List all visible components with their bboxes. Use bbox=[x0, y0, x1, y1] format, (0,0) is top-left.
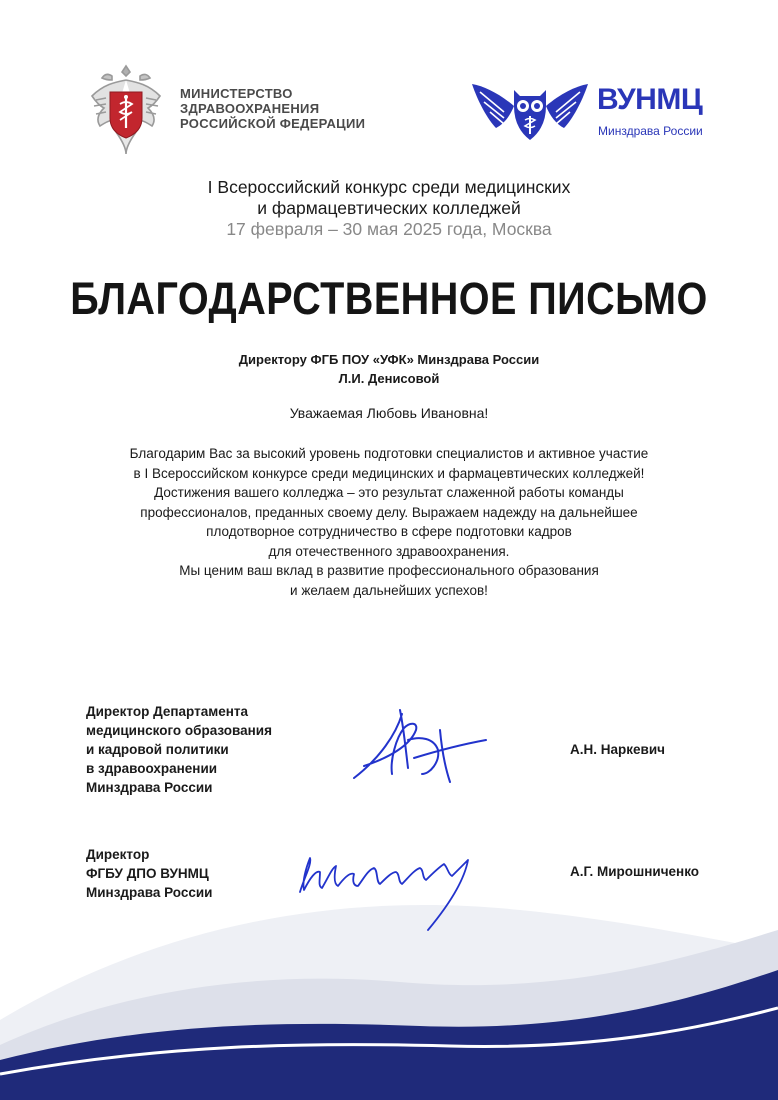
addressee-position: Директору ФГБ ПОУ «УФК» Минздрава России bbox=[238, 352, 540, 367]
event-title-line: и фармацевтических колледжей bbox=[257, 198, 521, 218]
signatory-position-line: медицинского образования bbox=[86, 723, 272, 738]
addressee-name: Л.И. Денисовой bbox=[338, 371, 440, 386]
ministry-name-line: МИНИСТЕРСТВО bbox=[180, 86, 293, 101]
vunmc-owl-logo-icon bbox=[470, 76, 590, 148]
body-line: Мы ценим ваш вклад в развитие профессионального образования bbox=[179, 563, 599, 578]
ministry-name-line: ЗДРАВООХРАНЕНИЯ bbox=[180, 101, 320, 116]
body-line: для отечественного здравоохранения. bbox=[268, 543, 510, 559]
event-info bbox=[0, 177, 778, 240]
signatory-1-position bbox=[86, 702, 272, 797]
vunmc-name: ВУНМЦ bbox=[597, 83, 703, 116]
signatory-position-line: Директор Департамента bbox=[86, 704, 249, 719]
signatory-2-name: А.Г. Мирошниченко bbox=[570, 864, 700, 879]
signature-1 bbox=[340, 700, 500, 800]
ministry-name-line: РОССИЙСКОЙ ФЕДЕРАЦИИ bbox=[180, 116, 366, 131]
ministry-emblem-icon bbox=[86, 62, 166, 158]
signatory-position-line: и кадровой политики bbox=[86, 742, 229, 757]
signatory-position-line: Директор bbox=[86, 847, 150, 862]
ministry-name bbox=[180, 86, 365, 131]
event-dates: 17 февраля – 30 мая 2025 года, Москва bbox=[226, 219, 552, 239]
signatory-1-name: А.Н. Наркевич bbox=[570, 742, 665, 757]
signatory-position-line: Минздрава России bbox=[86, 780, 213, 795]
signature-2 bbox=[288, 838, 488, 938]
body-line: в I Всероссийском конкурсе среди медицинских и фармацевтических колледжей! bbox=[133, 465, 645, 481]
body-line: плодотворное сотрудничество в сфере подготовки кадров bbox=[206, 524, 572, 539]
body-line: и желаем дальнейших успехов! bbox=[290, 582, 488, 598]
body-line: Благодарим Вас за высокий уровень подготовки специалистов и активное участие bbox=[129, 446, 649, 461]
signatory-position-line: ФГБУ ДПО ВУНМЦ bbox=[86, 866, 209, 881]
event-title-line: I Всероссийский конкурс среди медицинских bbox=[207, 177, 571, 197]
body-line: профессионалов, преданных своему делу. Выражаем надежду на дальнейшее bbox=[140, 504, 638, 520]
letter-body bbox=[0, 444, 778, 600]
signatory-2-position bbox=[86, 845, 212, 902]
letter-title: БЛАГОДАРСТВЕННОЕ ПИСЬМО bbox=[70, 273, 708, 324]
addressee bbox=[0, 350, 778, 388]
vunmc-subtitle: Минздрава России bbox=[598, 124, 703, 138]
greeting: Уважаемая Любовь Ивановна! bbox=[289, 405, 489, 421]
signatory-position-line: Минздрава России bbox=[86, 885, 213, 900]
body-line: Достижения вашего колледжа – это результат слаженной работы команды bbox=[154, 485, 624, 500]
signatory-position-line: в здравоохранении bbox=[86, 761, 218, 776]
